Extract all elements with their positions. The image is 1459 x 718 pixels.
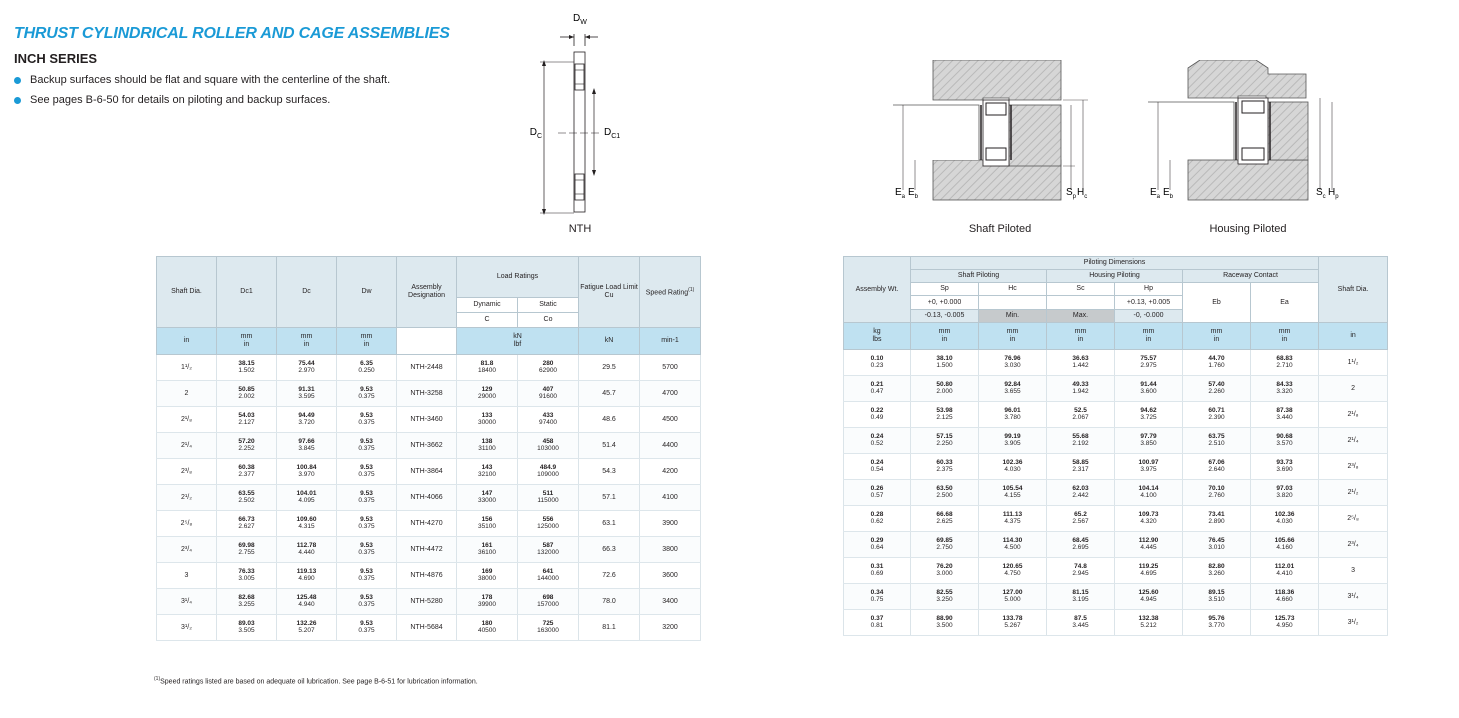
hp-cell: 100.97 3.975 [1115, 454, 1183, 480]
hc-cell: 120.65 4.750 [979, 558, 1047, 584]
col-load-ratings: Load Ratings [457, 257, 579, 298]
unit-shaft-right: in [1319, 323, 1388, 350]
eb-cell: 76.45 3.010 [1183, 532, 1251, 558]
dynamic-c-cell: 178 39900 [457, 589, 518, 615]
unit-sp: mm in [911, 323, 979, 350]
ea-cell: 112.01 4.410 [1251, 558, 1319, 584]
shaft-piloted-figure [893, 60, 1093, 220]
eb-cell: 89.15 3.510 [1183, 584, 1251, 610]
speed-cell: 5700 [640, 355, 701, 381]
dc1-cell: 89.03 3.505 [217, 615, 277, 641]
shaft-dia-cell: 3¹/₂ [157, 615, 217, 641]
weight-cell: 0.21 0.47 [844, 376, 911, 402]
dynamic-c-cell: 180 40500 [457, 615, 518, 641]
table-row [844, 480, 1388, 506]
table-row [844, 506, 1388, 532]
unit-sc: mm in [1047, 323, 1115, 350]
hc-cell: 105.54 4.155 [979, 480, 1047, 506]
ea-cell: 84.33 3.320 [1251, 376, 1319, 402]
hc-cell: 99.19 3.905 [979, 428, 1047, 454]
static-co-cell: 280 62900 [518, 355, 579, 381]
shaft-dia-cell: 2¹/₈ [157, 407, 217, 433]
col-dc1: Dc1 [217, 257, 277, 328]
dynamic-c-cell: 147 33000 [457, 485, 518, 511]
eb-cell: 95.76 3.770 [1183, 610, 1251, 636]
unit-hp: mm in [1115, 323, 1183, 350]
eb-cell: 67.06 2.640 [1183, 454, 1251, 480]
fatigue-cu-cell: 78.0 [579, 589, 640, 615]
housing-piloted-figure [1148, 60, 1348, 220]
col-static: Static [518, 298, 579, 313]
dc1-cell: 82.68 3.255 [217, 589, 277, 615]
col-raceway-contact: Raceway Contact [1183, 270, 1319, 283]
shaft-dia-cell-right: 2¹/₈ [1319, 402, 1388, 428]
dynamic-c-cell: 169 38000 [457, 563, 518, 589]
shaft-dia-cell: 2⁵/₈ [157, 511, 217, 537]
speed-cell: 4700 [640, 381, 701, 407]
sp-cell: 53.98 2.125 [911, 402, 979, 428]
housing-hp-label: $H_p$ [1328, 187, 1339, 200]
fatigue-cu-cell: 63.1 [579, 511, 640, 537]
dc1-cell: 60.38 2.377 [217, 459, 277, 485]
dc-label: $D_C$ [530, 127, 542, 140]
dc-cell: 132.26 5.207 [277, 615, 337, 641]
sp-cell: 38.10 1.500 [911, 350, 979, 376]
col-shaft-piloting: Shaft Piloting [911, 270, 1047, 283]
dc-cell: 97.66 3.845 [277, 433, 337, 459]
dw-label: $D_W$ [573, 13, 587, 26]
col-sc: Sc [1047, 283, 1115, 296]
dw-cell: 6.35 0.250 [337, 355, 397, 381]
table-row [157, 433, 701, 459]
shaft-dia-cell-right: 3¹/₂ [1319, 610, 1388, 636]
static-co-cell: 641 144000 [518, 563, 579, 589]
fatigue-cu-cell: 66.3 [579, 537, 640, 563]
sc-cell: 55.68 2.192 [1047, 428, 1115, 454]
table-row [157, 485, 701, 511]
dc1-label: $D_{C1}$ [604, 127, 621, 140]
fatigue-cu-cell: 72.6 [579, 563, 640, 589]
dw-cell: 9.53 0.375 [337, 485, 397, 511]
dc1-cell: 76.33 3.005 [217, 563, 277, 589]
dc-cell: 112.78 4.440 [277, 537, 337, 563]
fatigue-cu-cell: 54.3 [579, 459, 640, 485]
table-row [157, 355, 701, 381]
sc-cell: 62.03 2.442 [1047, 480, 1115, 506]
col-housing-piloting: Housing Piloting [1047, 270, 1183, 283]
speed-cell: 4100 [640, 485, 701, 511]
hp-cell: 75.57 2.975 [1115, 350, 1183, 376]
col-dw: Dw [337, 257, 397, 328]
bullet-item: Backup surfaces should be flat and square with the centerline of the shaft. [12, 74, 390, 94]
fatigue-cu-cell: 48.6 [579, 407, 640, 433]
shaft-dia-cell: 1¹/₂ [157, 355, 217, 381]
hc-cell: 92.84 3.655 [979, 376, 1047, 402]
sc-cell: 81.15 3.195 [1047, 584, 1115, 610]
nth-caption: NTH [568, 223, 592, 235]
hp-cell: 104.14 4.100 [1115, 480, 1183, 506]
eb-cell: 82.80 3.260 [1183, 558, 1251, 584]
shaft-dia-cell-right: 2⁵/₈ [1319, 506, 1388, 532]
dynamic-c-cell: 129 29000 [457, 381, 518, 407]
dynamic-c-cell: 143 32100 [457, 459, 518, 485]
hc-cell: 76.96 3.030 [979, 350, 1047, 376]
designation-cell: NTH-4876 [397, 563, 457, 589]
static-co-cell: 458 103000 [518, 433, 579, 459]
ea-cell: 102.36 4.030 [1251, 506, 1319, 532]
dc-cell: 104.01 4.095 [277, 485, 337, 511]
col-dc: Dc [277, 257, 337, 328]
speed-cell: 3800 [640, 537, 701, 563]
housing-ea-label: $E_a$ [1150, 187, 1161, 200]
fatigue-cu-cell: 29.5 [579, 355, 640, 381]
weight-cell: 0.26 0.57 [844, 480, 911, 506]
table-row [157, 407, 701, 433]
table-row [157, 459, 701, 485]
col-co: Co [518, 313, 579, 328]
ea-cell: 93.73 3.690 [1251, 454, 1319, 480]
sc-cell: 49.33 1.942 [1047, 376, 1115, 402]
shaft-dia-cell: 2 [157, 381, 217, 407]
col-hc: Hc [979, 283, 1047, 296]
shaft-eb-label: $E_b$ [908, 187, 919, 200]
col-hp: Hp [1115, 283, 1183, 296]
hc-cell: 133.78 5.267 [979, 610, 1047, 636]
sp-tolerance: +0, +0.000 -0.13, -0.005 [911, 296, 979, 323]
shaft-dia-cell: 3 [157, 563, 217, 589]
col-ea: Ea [1251, 283, 1319, 323]
shaft-dia-cell: 2³/₈ [157, 459, 217, 485]
speed-cell: 3200 [640, 615, 701, 641]
unit-speed: min-1 [640, 328, 701, 355]
designation-cell: NTH-3662 [397, 433, 457, 459]
ea-cell: 90.68 3.570 [1251, 428, 1319, 454]
table-row [844, 558, 1388, 584]
col-shaft-dia-right: Shaft Dia. [1319, 257, 1388, 323]
eb-cell: 44.70 1.760 [1183, 350, 1251, 376]
static-co-cell: 587 132000 [518, 537, 579, 563]
shaft-dia-cell-right: 3 [1319, 558, 1388, 584]
weight-cell: 0.24 0.52 [844, 428, 911, 454]
unit-dw: mm in [337, 328, 397, 355]
table-row [844, 402, 1388, 428]
sc-cell: 65.2 2.567 [1047, 506, 1115, 532]
table-row [844, 350, 1388, 376]
shaft-dia-cell-right: 2¹/₄ [1319, 428, 1388, 454]
dw-cell: 9.53 0.375 [337, 433, 397, 459]
sp-cell: 50.80 2.000 [911, 376, 979, 402]
hc-cell: 114.30 4.500 [979, 532, 1047, 558]
weight-cell: 0.28 0.62 [844, 506, 911, 532]
col-speed: Speed Rating$^{(1)}$ [640, 257, 701, 328]
col-dynamic: Dynamic [457, 298, 518, 313]
table-row [157, 511, 701, 537]
ea-cell: 68.83 2.710 [1251, 350, 1319, 376]
sp-cell: 60.33 2.375 [911, 454, 979, 480]
unit-eb: mm in [1183, 323, 1251, 350]
sc-cell: 58.85 2.317 [1047, 454, 1115, 480]
col-shaft-dia: Shaft Dia. [157, 257, 217, 328]
eb-cell: 70.10 2.760 [1183, 480, 1251, 506]
table-row [844, 376, 1388, 402]
fatigue-cu-cell: 45.7 [579, 381, 640, 407]
ea-cell: 105.66 4.160 [1251, 532, 1319, 558]
table-row [157, 563, 701, 589]
static-co-cell: 511 115000 [518, 485, 579, 511]
table-row [844, 532, 1388, 558]
dw-cell: 9.53 0.375 [337, 563, 397, 589]
designation-cell: NTH-4270 [397, 511, 457, 537]
shaft-dia-cell: 2¹/₂ [157, 485, 217, 511]
dc1-cell: 66.73 2.627 [217, 511, 277, 537]
speed-cell: 4200 [640, 459, 701, 485]
unit-shaft: in [157, 328, 217, 355]
housing-eb-label: $E_b$ [1163, 187, 1174, 200]
speed-cell: 4400 [640, 433, 701, 459]
speed-cell: 4500 [640, 407, 701, 433]
table-row [157, 381, 701, 407]
sp-cell: 88.90 3.500 [911, 610, 979, 636]
unit-assembly [397, 328, 457, 355]
sp-cell: 69.85 2.750 [911, 532, 979, 558]
hp-cell: 132.38 5.212 [1115, 610, 1183, 636]
shaft-dia-cell: 2¹/₄ [157, 433, 217, 459]
dc-cell: 100.84 3.970 [277, 459, 337, 485]
table-row [844, 584, 1388, 610]
col-fatigue: Fatigue Load Limit Cu [579, 257, 640, 328]
shaft-dia-cell-right: 3¹/₄ [1319, 584, 1388, 610]
sp-cell: 82.55 3.250 [911, 584, 979, 610]
table-row [844, 428, 1388, 454]
speed-cell: 3900 [640, 511, 701, 537]
weight-cell: 0.10 0.23 [844, 350, 911, 376]
table-row [157, 589, 701, 615]
dimension-table [156, 256, 701, 641]
ea-cell: 118.36 4.660 [1251, 584, 1319, 610]
dw-cell: 9.53 0.375 [337, 511, 397, 537]
table-row [844, 610, 1388, 636]
speed-cell: 3400 [640, 589, 701, 615]
designation-cell: NTH-3460 [397, 407, 457, 433]
weight-cell: 0.31 0.69 [844, 558, 911, 584]
eb-cell: 73.41 2.890 [1183, 506, 1251, 532]
static-co-cell: 556 125000 [518, 511, 579, 537]
sc-tolerance: Max. [1047, 296, 1115, 323]
weight-cell: 0.24 0.54 [844, 454, 911, 480]
sp-cell: 57.15 2.250 [911, 428, 979, 454]
sc-cell: 87.5 3.445 [1047, 610, 1115, 636]
shaft-dia-cell: 3¹/₄ [157, 589, 217, 615]
dw-cell: 9.53 0.375 [337, 459, 397, 485]
weight-cell: 0.34 0.75 [844, 584, 911, 610]
sc-cell: 68.45 2.695 [1047, 532, 1115, 558]
sc-cell: 36.63 1.442 [1047, 350, 1115, 376]
sp-cell: 76.20 3.000 [911, 558, 979, 584]
unit-dc1: mm in [217, 328, 277, 355]
hc-cell: 96.01 3.780 [979, 402, 1047, 428]
fatigue-cu-cell: 81.1 [579, 615, 640, 641]
hc-cell: 127.00 5.000 [979, 584, 1047, 610]
shaft-dia-cell-right: 2³/₄ [1319, 532, 1388, 558]
unit-load: kN lbf [457, 328, 579, 355]
dw-cell: 9.53 0.375 [337, 381, 397, 407]
shaft-dia-cell-right: 2¹/₂ [1319, 480, 1388, 506]
designation-cell: NTH-4472 [397, 537, 457, 563]
housing-sc-label: $S_c$ [1316, 187, 1326, 200]
dynamic-c-cell: 138 31100 [457, 433, 518, 459]
designation-cell: NTH-4066 [397, 485, 457, 511]
dw-cell: 9.53 0.375 [337, 589, 397, 615]
fatigue-cu-cell: 51.4 [579, 433, 640, 459]
speed-cell: 3600 [640, 563, 701, 589]
sc-cell: 74.8 2.945 [1047, 558, 1115, 584]
col-assembly: Assembly Designation [397, 257, 457, 328]
dynamic-c-cell: 81.8 18400 [457, 355, 518, 381]
unit-fatigue: kN [579, 328, 640, 355]
bullet-item: See pages B-6-50 for details on piloting and backup surfaces. [12, 94, 390, 114]
designation-cell: NTH-5684 [397, 615, 457, 641]
static-co-cell: 407 91600 [518, 381, 579, 407]
eb-cell: 63.75 2.510 [1183, 428, 1251, 454]
col-c: C [457, 313, 518, 328]
housing-piloted-caption: Housing Piloted [1209, 223, 1287, 235]
shaft-dia-cell-right: 1¹/₂ [1319, 350, 1388, 376]
static-co-cell: 725 163000 [518, 615, 579, 641]
sp-cell: 66.68 2.625 [911, 506, 979, 532]
hc-cell: 111.13 4.375 [979, 506, 1047, 532]
shaft-piloted-caption: Shaft Piloted [968, 223, 1032, 235]
shaft-dia-cell: 2³/₄ [157, 537, 217, 563]
dw-cell: 9.53 0.375 [337, 615, 397, 641]
dc1-cell: 54.03 2.127 [217, 407, 277, 433]
shaft-ea-label: $E_a$ [895, 187, 906, 200]
designation-cell: NTH-5280 [397, 589, 457, 615]
unit-ea: mm in [1251, 323, 1319, 350]
footnote: $^{(1)}$Speed ratings listed are based on adequate oil lubrication. See page B-6-51 for lubrication information. [154, 676, 478, 686]
unit-dc: mm in [277, 328, 337, 355]
dw-cell: 9.53 0.375 [337, 407, 397, 433]
ea-cell: 125.73 4.950 [1251, 610, 1319, 636]
dc-cell: 75.44 2.970 [277, 355, 337, 381]
col-assembly-wt: Assembly Wt. [844, 257, 911, 323]
dynamic-c-cell: 156 35100 [457, 511, 518, 537]
dc-cell: 94.49 3.720 [277, 407, 337, 433]
eb-cell: 60.71 2.390 [1183, 402, 1251, 428]
dc1-cell: 63.55 2.502 [217, 485, 277, 511]
piloting-table [843, 256, 1388, 636]
dc-cell: 91.31 3.595 [277, 381, 337, 407]
shaft-dia-cell-right: 2³/₈ [1319, 454, 1388, 480]
ea-cell: 87.38 3.440 [1251, 402, 1319, 428]
shaft-dia-cell-right: 2 [1319, 376, 1388, 402]
col-eb: Eb [1183, 283, 1251, 323]
dc1-cell: 50.85 2.002 [217, 381, 277, 407]
table-row [844, 454, 1388, 480]
series-heading: INCH SERIES [14, 51, 98, 66]
table-row [157, 615, 701, 641]
unit-weight: kg lbs [844, 323, 911, 350]
sc-cell: 52.5 2.067 [1047, 402, 1115, 428]
fatigue-cu-cell: 57.1 [579, 485, 640, 511]
weight-cell: 0.22 0.49 [844, 402, 911, 428]
dynamic-c-cell: 161 36100 [457, 537, 518, 563]
hp-cell: 97.79 3.850 [1115, 428, 1183, 454]
shaft-hc-label: $H_c$ [1077, 187, 1088, 200]
dynamic-c-cell: 133 30000 [457, 407, 518, 433]
col-piloting-dims: Piloting Dimensions [911, 257, 1319, 270]
designation-cell: NTH-3258 [397, 381, 457, 407]
designation-cell: NTH-2448 [397, 355, 457, 381]
dw-cell: 9.53 0.375 [337, 537, 397, 563]
hp-cell: 91.44 3.600 [1115, 376, 1183, 402]
dc-cell: 125.48 4.940 [277, 589, 337, 615]
dc1-cell: 69.98 2.755 [217, 537, 277, 563]
designation-cell: NTH-3864 [397, 459, 457, 485]
dc-cell: 119.13 4.690 [277, 563, 337, 589]
hp-tolerance: +0.13, +0.005 -0, -0.000 [1115, 296, 1183, 323]
dc-cell: 109.60 4.315 [277, 511, 337, 537]
table-row [157, 537, 701, 563]
hp-cell: 125.60 4.945 [1115, 584, 1183, 610]
col-sp: Sp [911, 283, 979, 296]
sp-cell: 63.50 2.500 [911, 480, 979, 506]
hp-cell: 94.62 3.725 [1115, 402, 1183, 428]
shaft-sp-label: $S_p$ [1066, 187, 1077, 200]
page-title: THRUST CYLINDRICAL ROLLER AND CAGE ASSEMBLIES [14, 25, 450, 42]
static-co-cell: 433 97400 [518, 407, 579, 433]
static-co-cell: 698 157000 [518, 589, 579, 615]
static-co-cell: 484.9 109000 [518, 459, 579, 485]
eb-cell: 57.40 2.260 [1183, 376, 1251, 402]
bullet-dot-icon [14, 77, 21, 84]
bullet-dot-icon [14, 97, 21, 104]
ea-cell: 97.03 3.820 [1251, 480, 1319, 506]
bullet-list [12, 74, 390, 114]
nth-figure [530, 8, 630, 223]
weight-cell: 0.37 0.81 [844, 610, 911, 636]
dc1-cell: 38.15 1.502 [217, 355, 277, 381]
weight-cell: 0.29 0.64 [844, 532, 911, 558]
hp-cell: 109.73 4.320 [1115, 506, 1183, 532]
hp-cell: 112.90 4.445 [1115, 532, 1183, 558]
hp-cell: 119.25 4.695 [1115, 558, 1183, 584]
hc-tolerance: Min. [979, 296, 1047, 323]
dc1-cell: 57.20 2.252 [217, 433, 277, 459]
unit-hc: mm in [979, 323, 1047, 350]
hc-cell: 102.36 4.030 [979, 454, 1047, 480]
